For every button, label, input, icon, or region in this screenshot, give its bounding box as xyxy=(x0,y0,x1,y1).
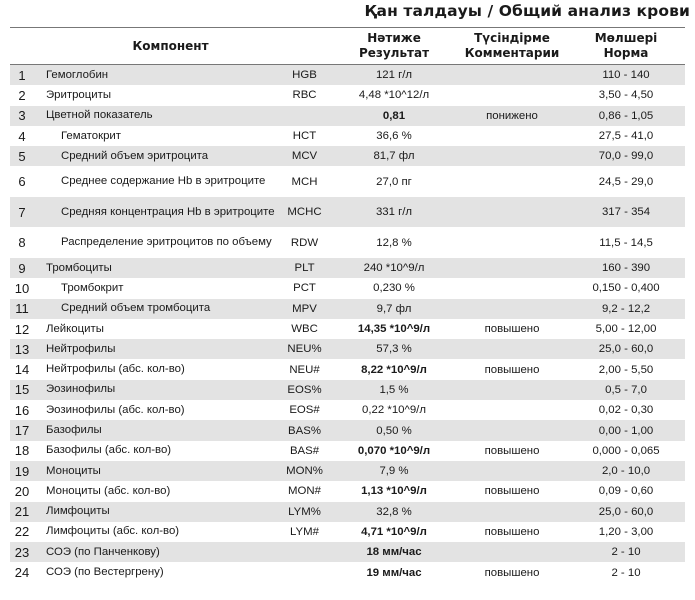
result-value: 8,22 *10^9/л xyxy=(361,363,427,376)
component-name: Средний объем эритроцита xyxy=(40,146,278,166)
result-value: 9,7 фл xyxy=(331,299,457,319)
component-name: Тромбокрит xyxy=(61,281,124,294)
component-code: MCH xyxy=(291,175,318,188)
table-row xyxy=(10,339,685,359)
comment: повышено xyxy=(484,525,540,538)
header-result xyxy=(331,28,457,65)
row-number: 12 xyxy=(14,321,30,337)
table-row xyxy=(10,258,685,278)
result-value: 36,6 % xyxy=(376,130,412,143)
row-number: 23 xyxy=(10,542,40,562)
norm-range: 0,02 - 0,30 xyxy=(598,404,654,417)
component-code xyxy=(278,542,331,562)
row-number: 21 xyxy=(10,502,40,522)
result-value: 81,7 фл xyxy=(331,146,457,166)
norm-range: 2,0 - 10,0 xyxy=(567,461,685,481)
component-name: Лейкоциты xyxy=(46,322,104,335)
result-value: 0,50 % xyxy=(331,420,457,440)
norm-range: 0,5 - 7,0 xyxy=(567,380,685,400)
row-number: 4 xyxy=(18,128,26,144)
component-code: MON% xyxy=(278,461,331,481)
norm-range: 9,2 - 12,2 xyxy=(567,299,685,319)
comment xyxy=(457,85,567,105)
component-name: СОЭ (по Вестергрену) xyxy=(46,566,164,579)
component-name: Среднее содержание Hb в эритроците xyxy=(61,175,266,188)
norm-range: 1,20 - 3,00 xyxy=(598,525,654,538)
component-name: Базофилы (абс. кол-во) xyxy=(46,444,172,457)
component-name: Эозинофилы xyxy=(40,380,278,400)
result-value: 0,81 xyxy=(331,106,457,126)
component-name: Тромбоциты xyxy=(40,258,278,278)
result-value: 240 *10^9/л xyxy=(331,258,457,278)
row-number: 24 xyxy=(14,565,30,581)
table-row xyxy=(10,65,685,86)
comment: повышено xyxy=(484,444,540,457)
norm-range: 70,0 - 99,0 xyxy=(567,146,685,166)
component-name: Нейтрофилы (абс. кол-во) xyxy=(46,363,185,376)
norm-range: 2,00 - 5,50 xyxy=(598,363,654,376)
result-value: 18 мм/час xyxy=(331,542,457,562)
norm-range: 2 - 10 xyxy=(611,566,641,579)
row-number: 7 xyxy=(10,197,40,228)
component-code: MCHC xyxy=(278,197,331,228)
norm-range: 27,5 - 41,0 xyxy=(598,130,654,143)
row-number: 18 xyxy=(14,443,30,459)
result-value: 0,230 % xyxy=(373,282,415,295)
component-code: PCT xyxy=(293,282,316,295)
row-number: 17 xyxy=(10,420,40,440)
table-row xyxy=(10,400,685,420)
result-value: 14,35 *10^9/л xyxy=(357,323,431,336)
result-value: 1,5 % xyxy=(331,380,457,400)
comment xyxy=(457,420,567,440)
table-row xyxy=(10,481,685,501)
table-row xyxy=(10,542,685,562)
component-name: Базофилы xyxy=(40,420,278,440)
comment xyxy=(457,65,567,86)
result-value: 12,8 % xyxy=(376,236,412,249)
table-row xyxy=(10,227,685,258)
component-code: NEU% xyxy=(278,339,331,359)
comment xyxy=(457,258,567,278)
component-name: Моноциты xyxy=(40,461,278,481)
table-row xyxy=(10,380,685,400)
component-code: MCV xyxy=(278,146,331,166)
comment xyxy=(457,502,567,522)
component-code xyxy=(278,106,331,126)
norm-range: 2 - 10 xyxy=(567,542,685,562)
comment xyxy=(457,299,567,319)
result-value: 32,8 % xyxy=(331,502,457,522)
comment xyxy=(457,400,567,420)
header-component: Компонент xyxy=(10,28,331,65)
comment xyxy=(457,278,567,298)
row-number: 9 xyxy=(10,258,40,278)
table-row xyxy=(10,319,685,339)
component-name: Нейтрофилы xyxy=(40,339,278,359)
row-number: 22 xyxy=(14,524,30,540)
component-code: MPV xyxy=(278,299,331,319)
comment xyxy=(457,197,567,228)
table-row xyxy=(10,106,685,126)
component-name: Средний объем тромбоцита xyxy=(40,299,278,319)
comment: повышено xyxy=(484,485,540,498)
header-row xyxy=(10,28,685,65)
header-result-kk: Нәтиже xyxy=(367,31,421,45)
comment: повышено xyxy=(484,363,540,376)
row-number: 14 xyxy=(14,362,30,378)
result-value: 57,3 % xyxy=(331,339,457,359)
norm-range: 110 - 140 xyxy=(567,65,685,86)
component-name: СОЭ (по Панченкову) xyxy=(40,542,278,562)
comment xyxy=(457,461,567,481)
comment xyxy=(457,227,567,258)
norm-range: 3,50 - 4,50 xyxy=(598,89,654,102)
norm-range: 0,09 - 0,60 xyxy=(598,485,654,498)
component-name: Распределение эритроцитов по объему xyxy=(61,236,272,249)
norm-range: 25,0 - 60,0 xyxy=(567,502,685,522)
table-row xyxy=(10,146,685,166)
norm-range: 160 - 390 xyxy=(567,258,685,278)
row-number: 10 xyxy=(14,280,30,296)
result-value: 0,070 *10^9/л xyxy=(357,444,431,457)
table-row xyxy=(10,420,685,440)
comment: повышено xyxy=(484,566,540,579)
component-code xyxy=(278,562,331,582)
component-code: RBC xyxy=(292,89,317,102)
norm-range: 0,86 - 1,05 xyxy=(567,106,685,126)
row-number: 20 xyxy=(14,483,30,499)
row-number: 13 xyxy=(10,339,40,359)
row-number: 15 xyxy=(10,380,40,400)
component-name: Цветной показатель xyxy=(40,106,278,126)
table-row xyxy=(10,522,685,542)
component-code: BAS# xyxy=(289,444,320,457)
header-norm-kk: Мөлшері xyxy=(594,31,658,45)
component-code: BAS% xyxy=(278,420,331,440)
component-code: LYM% xyxy=(278,502,331,522)
comment: понижено xyxy=(457,106,567,126)
norm-range: 317 - 354 xyxy=(567,197,685,228)
result-value: 0,22 *10^9/л xyxy=(362,404,426,417)
component-code: EOS# xyxy=(289,404,320,417)
row-number: 1 xyxy=(10,65,40,86)
component-code: EOS% xyxy=(278,380,331,400)
table-row xyxy=(10,299,685,319)
component-name: Эозинофилы (абс. кол-во) xyxy=(46,403,185,416)
row-number: 16 xyxy=(14,402,30,418)
component-code: HCT xyxy=(292,130,317,143)
result-value: 121 г/л xyxy=(331,65,457,86)
component-code: LYM# xyxy=(290,525,319,538)
row-number: 5 xyxy=(10,146,40,166)
header-comment xyxy=(457,28,567,65)
component-name: Гемоглобин xyxy=(40,65,278,86)
component-code: MON# xyxy=(288,485,321,498)
page-title: Қан талдауы / Общий анализ крови xyxy=(364,2,690,20)
comment xyxy=(457,380,567,400)
component-name: Эритроциты xyxy=(46,88,112,101)
row-number: 6 xyxy=(18,174,26,190)
results-table xyxy=(10,27,685,583)
norm-range: 25,0 - 60,0 xyxy=(567,339,685,359)
comment xyxy=(457,146,567,166)
norm-range: 24,5 - 29,0 xyxy=(598,175,654,188)
component-code: RDW xyxy=(290,236,319,249)
result-value: 1,13 *10^9/л xyxy=(361,485,427,498)
table-row xyxy=(10,278,685,298)
norm-range: 0,150 - 0,400 xyxy=(592,282,660,295)
row-number: 8 xyxy=(18,235,26,251)
norm-range: 0,000 - 0,065 xyxy=(592,444,660,457)
table-row xyxy=(10,562,685,582)
component-name: Гематокрит xyxy=(61,129,121,142)
row-number: 19 xyxy=(10,461,40,481)
norm-range: 0,00 - 1,00 xyxy=(567,420,685,440)
component-code: PLT xyxy=(278,258,331,278)
component-name: Лимфоциты xyxy=(40,502,278,522)
header-comment-kk: Түсіндірме xyxy=(474,31,550,45)
component-name: Средняя концентрация Hb в эритроците xyxy=(40,197,278,228)
table-row xyxy=(10,166,685,197)
table-row xyxy=(10,85,685,105)
result-value: 331 г/л xyxy=(331,197,457,228)
result-value: 7,9 % xyxy=(331,461,457,481)
comment xyxy=(457,339,567,359)
comment xyxy=(457,166,567,197)
header-result-ru: Результат xyxy=(358,46,430,60)
comment: повышено xyxy=(484,323,540,336)
table-row xyxy=(10,197,685,228)
component-name: Моноциты (абс. кол-во) xyxy=(46,484,171,497)
row-number: 2 xyxy=(18,87,26,103)
result-value: 4,48 *10^12/л xyxy=(358,89,430,102)
row-number: 3 xyxy=(10,106,40,126)
result-value: 19 мм/час xyxy=(366,566,422,579)
norm-range: 11,5 - 14,5 xyxy=(599,236,653,249)
table-row xyxy=(10,461,685,481)
norm-range: 5,00 - 12,00 xyxy=(595,323,657,336)
table-row xyxy=(10,126,685,146)
row-number: 11 xyxy=(10,299,40,319)
header-norm-ru: Норма xyxy=(603,46,649,60)
component-code: WBC xyxy=(291,323,318,336)
comment xyxy=(457,126,567,146)
table-row xyxy=(10,359,685,379)
header-comment-ru: Комментарии xyxy=(464,46,560,60)
table-row xyxy=(10,441,685,461)
component-name: Лимфоциты (абс. кол-во) xyxy=(46,525,180,538)
component-code: HGB xyxy=(278,65,331,86)
component-code: NEU# xyxy=(289,363,320,376)
header-norm xyxy=(567,28,685,65)
comment xyxy=(457,542,567,562)
result-value: 4,71 *10^9/л xyxy=(361,525,427,538)
table-row xyxy=(10,502,685,522)
result-value: 27,0 пг xyxy=(376,175,412,188)
